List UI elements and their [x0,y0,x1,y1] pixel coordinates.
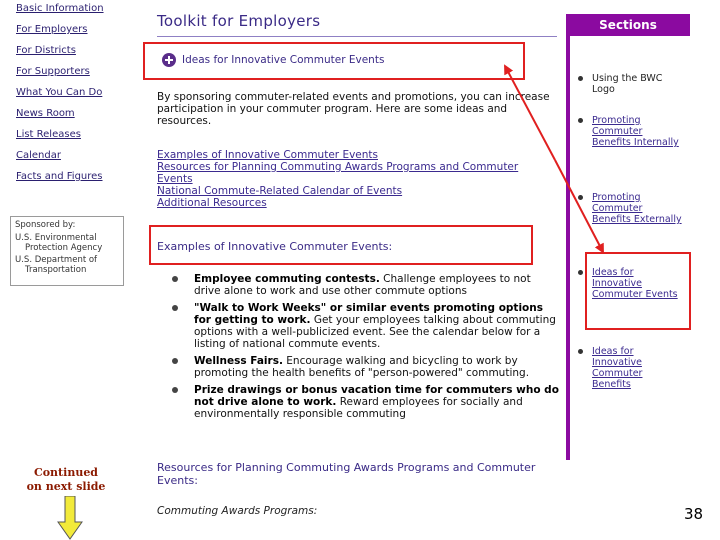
event-description: Reward employees for socially and environmentally responsible commuting [194,396,523,420]
link-national-calendar[interactable]: National Commute-Related Calendar of Events [157,185,403,197]
sections-title: Sections [566,14,690,36]
sponsor-dot-line1[interactable]: U.S. Department of [15,255,98,265]
ideas-heading: Ideas for Innovative Commuter Events [182,54,385,66]
nav-what-you-can-do[interactable]: What You Can Do [16,87,103,98]
section-item-label: Using the BWC Logo [592,73,663,95]
nav-news-room[interactable]: News Room [16,108,75,119]
nav-for-employers[interactable]: For Employers [16,24,88,35]
link-additional-resources[interactable]: Additional Resources [157,197,267,209]
continued-line2: on next slide [26,480,106,493]
event-description: Get your employees talking about commuting options with a well-publicized event. See the calendar below for a listing of national commute events. [194,314,556,350]
event-title: Employee commuting contests. [194,273,380,285]
sponsor-label: Sponsored by: [15,220,76,230]
page-title: Toolkit for Employers [157,12,321,30]
event-description: Encourage walking and bicycling to work by promoting the health benefits of "person-powered" commuting. [194,355,530,379]
nav-facts-and-figures[interactable]: Facts and Figures [16,171,103,182]
link-examples[interactable]: Examples of Innovative Commuter Events [157,149,378,161]
sponsor-dot-line2[interactable]: Transportation [25,265,87,275]
link-resources-planning-cont[interactable]: Events [157,173,193,185]
arrow-to-sidebar-item [555,160,603,252]
nav-calendar[interactable]: Calendar [16,150,61,161]
examples-heading: Examples of Innovative Commuter Events: [157,240,393,253]
sponsor-epa-line2[interactable]: Protection Agency [25,243,103,253]
event-description: Challenge employees to not drive alone to work and use other commute options [194,273,531,297]
commuting-awards-heading: Commuting Awards Programs: [157,505,318,517]
continued-line1: Continued [33,466,99,479]
link-resources-planning[interactable]: Resources for Planning Commuting Awards Programs and Commuter [157,161,519,173]
nav-list-releases[interactable]: List Releases [16,129,81,140]
arrow-to-ideas-heading [505,66,555,160]
event-title: "Walk to Work Weeks" or similar events promoting options for getting to work. [194,302,543,326]
section-item-label: Promoting Commuter Benefits Externally [592,192,682,225]
section-item-label: Ideas for Innovative Commuter Events [592,267,678,300]
nav-for-districts[interactable]: For Districts [16,45,76,56]
event-title: Wellness Fairs. [194,355,283,367]
nav-for-supporters[interactable]: For Supporters [16,66,90,77]
sponsor-epa-line1[interactable]: U.S. Environmental [15,233,97,243]
section-item-label: Ideas for Innovative Commuter Benefits [592,346,643,390]
resources-heading: Resources for Planning Commuting Awards Programs and Commuter Events: [157,461,536,487]
event-title: Prize drawings or bonus vacation time for commuters who do not drive alone to work. [194,384,559,408]
nav-basic-information[interactable]: Basic Information [16,3,104,14]
section-item-label: Promoting Commuter Benefits Internally [592,115,679,148]
intro-paragraph: By sponsoring commuter-related events and promotions, you can increase participation in your commuter program. Here are some ideas and resources. [157,91,550,127]
slide-page-number: 38 [684,505,704,523]
